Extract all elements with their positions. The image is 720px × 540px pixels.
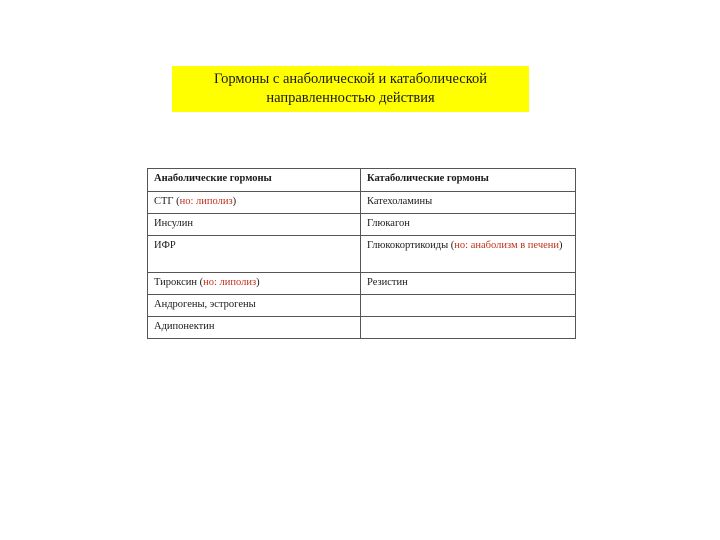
header-catabolic: Катаболические гормоны — [361, 169, 576, 192]
cell-text: Катехоламины — [367, 196, 433, 207]
cell-note: но: анаболизм в печени — [454, 240, 559, 251]
cell-tail: ) — [256, 277, 260, 288]
cell-anabolic — [148, 236, 361, 273]
table-row — [148, 317, 576, 339]
title-line-1: Гормоны с анаболической и катаболической — [213, 71, 488, 87]
cell-tail: ) — [559, 240, 563, 251]
cell-text: Глюкагон — [367, 218, 410, 229]
cell-anabolic — [148, 317, 361, 339]
cell-catabolic — [361, 273, 576, 295]
table-row — [148, 273, 576, 295]
cell-text: Резистин — [367, 277, 408, 288]
cell-catabolic — [361, 236, 576, 273]
title-banner — [172, 66, 529, 112]
cell-anabolic — [148, 192, 361, 214]
cell-text: Тироксин ( — [154, 277, 204, 288]
cell-text: ИФР — [154, 240, 176, 251]
cell-catabolic — [361, 295, 576, 317]
cell-catabolic — [361, 214, 576, 236]
cell-note: но: липолиз — [203, 277, 257, 288]
cell-text: Инсулин — [154, 218, 193, 229]
cell-text: СТГ ( — [154, 196, 180, 207]
cell-note: но: липолиз — [179, 196, 233, 207]
table-row — [148, 236, 576, 273]
table-row — [148, 295, 576, 317]
cell-catabolic — [361, 192, 576, 214]
header-anabolic: Анаболические гормоны — [148, 169, 361, 192]
cell-tail: ) — [232, 196, 237, 207]
table-row — [148, 214, 576, 236]
cell-text: Глюкокортикоиды ( — [367, 240, 455, 251]
hormones-table — [147, 168, 576, 339]
cell-text: Андрогены, эстрогены — [154, 299, 256, 310]
cell-anabolic — [148, 214, 361, 236]
cell-anabolic — [148, 273, 361, 295]
cell-anabolic — [148, 295, 361, 317]
cell-catabolic — [361, 317, 576, 339]
table-row — [148, 192, 576, 214]
cell-text: Адипонектин — [154, 321, 215, 332]
table-header-row — [148, 169, 576, 192]
title-line-2: направленностью действия — [266, 90, 435, 106]
